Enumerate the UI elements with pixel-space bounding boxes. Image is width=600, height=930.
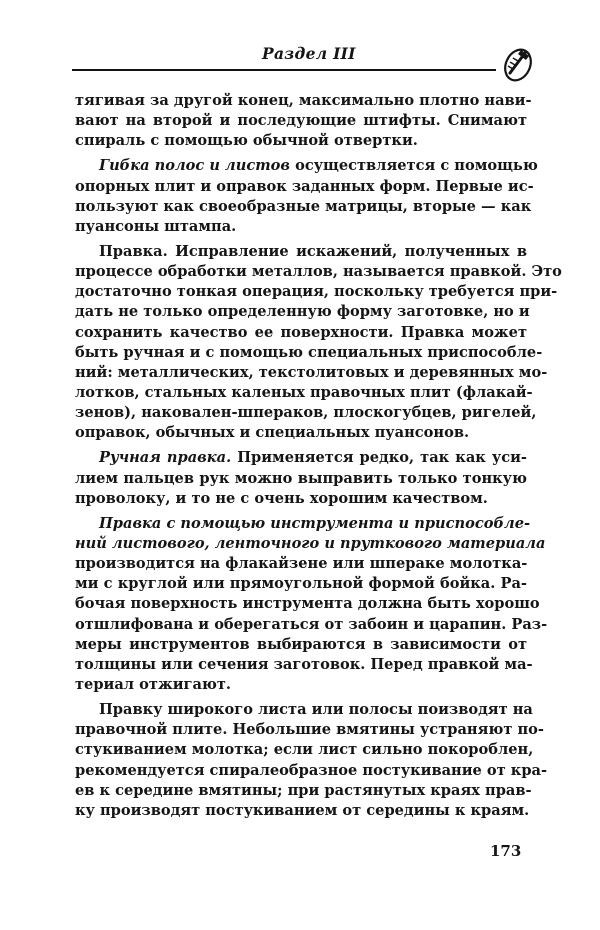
text-line [75,740,534,760]
text-segment: быть ручная и с помощью специальных приспособле- [75,343,543,361]
text-line [75,700,533,720]
text-line [75,262,562,282]
text-line [75,675,527,695]
text-line [75,302,530,322]
text-segment: производится на флакайзене или шпераке молотка- [75,555,528,573]
text-segment: лотков, стальных каленых правочных плит (флакай- [75,383,533,401]
text-segment: пуансоны штампа. [75,217,237,235]
paragraph [75,514,548,695]
text-line [75,534,546,554]
text-line [75,801,530,821]
body-text [75,91,562,821]
text-segment: зенов), наковален-шпераков, плоскогубцев, ригелей, [75,404,537,422]
paragraph [75,700,548,821]
italic-term: Правка с помощью инструмента и приспособле- [99,514,531,532]
text-line [75,761,548,781]
paragraph [75,91,532,151]
italic-term: ний листового, ленточного и пруткового материала [75,534,546,552]
text-segment: ев к середине вмятины; при растянутых краях прав- [75,781,532,799]
text-segment: Применяется редко, так как уси- [231,449,527,467]
text-line [75,177,534,197]
text-line [75,363,548,383]
text-line [75,781,532,801]
text-segment: опорных плит и оправок заданных форм. Первые ис- [75,177,534,195]
text-segment: проволоку, и то не с очень хорошим качеством. [75,489,488,507]
text-segment: бочая поверхность инструмента должна быть хорошо [75,595,540,613]
text-segment: вают на второй и последующие штифты. Снимают [75,112,527,130]
text-line [75,131,527,151]
header-rule [72,69,496,71]
italic-term: Гибка полос и листов [99,157,290,175]
text-segment: правочной плите. Небольшие вмятины устраняют по- [75,721,544,739]
text-line [75,423,527,443]
text-segment: процессе обработки металлов, называется правкой. Это [75,263,562,281]
text-line [75,282,558,302]
text-segment: Правку широкого листа или полосы поизводят на [99,701,533,719]
text-line [75,574,527,594]
text-segment: ми с круглой или прямоугольной формой бойка. Ра- [75,575,527,593]
text-segment: териал отжигают. [75,675,232,693]
paragraph [75,156,538,237]
hammer-emblem-icon [501,44,535,84]
text-line [75,156,538,176]
text-segment: лием пальцев рук можно выправить только тонкую [75,469,527,487]
paragraph [75,242,562,443]
text-segment: пользуют как своеобразные матрицы, вторые — как [75,197,532,215]
text-line [75,383,533,403]
running-header [72,42,496,72]
text-segment: рекомендуется спиралеобразное постукивание от кра- [75,761,548,779]
text-segment: сохранить качество ее поверхности. Правка может [75,323,527,341]
text-line [75,323,527,343]
paragraph [75,448,527,508]
page-number: 173 [490,842,522,860]
text-segment: ку производят постукиванием от середины к краям. [75,801,530,819]
text-segment: Правка. Исправление искажений, полученных в [99,242,527,260]
text-line [75,403,537,423]
text-line [75,343,543,363]
text-line [75,469,527,489]
text-segment: меры инструментов выбираются в зависимости от [75,635,527,653]
text-line [75,91,532,111]
text-line [75,655,533,675]
text-line [75,217,527,237]
text-segment: оправок, обычных и специальных пуансонов. [75,424,470,442]
text-line [75,448,527,468]
text-segment: ний: металлических, текстолитовых и деревянных мо- [75,363,548,381]
text-line [75,635,527,655]
text-segment: тягивая за другой конец, максимально плотно нави- [75,92,532,109]
text-line [75,720,544,740]
text-line [75,514,531,534]
text-line [75,197,532,217]
text-segment: спираль с помощью обычной отвертки. [75,132,418,150]
text-line [75,594,540,614]
italic-term: Ручная правка. [99,449,232,467]
text-line [75,489,527,509]
text-segment: достаточно тонкая операция, поскольку требуется при- [75,283,558,301]
text-segment: дать не только определенную форму заготовке, но и [75,303,530,321]
text-segment: осуществляется с помощью [290,157,538,175]
text-line [75,554,527,574]
text-line [75,615,548,635]
text-line [75,242,527,262]
text-segment: стукиванием молотка; если лист сильно покороблен, [75,741,534,759]
text-segment: отшлифована и оберегаться от забоин и царапин. Раз- [75,615,548,633]
text-line [75,111,527,131]
section-title: Раздел III [262,44,356,63]
text-segment: толщины или сечения заготовок. Перед правкой ма- [75,655,533,673]
